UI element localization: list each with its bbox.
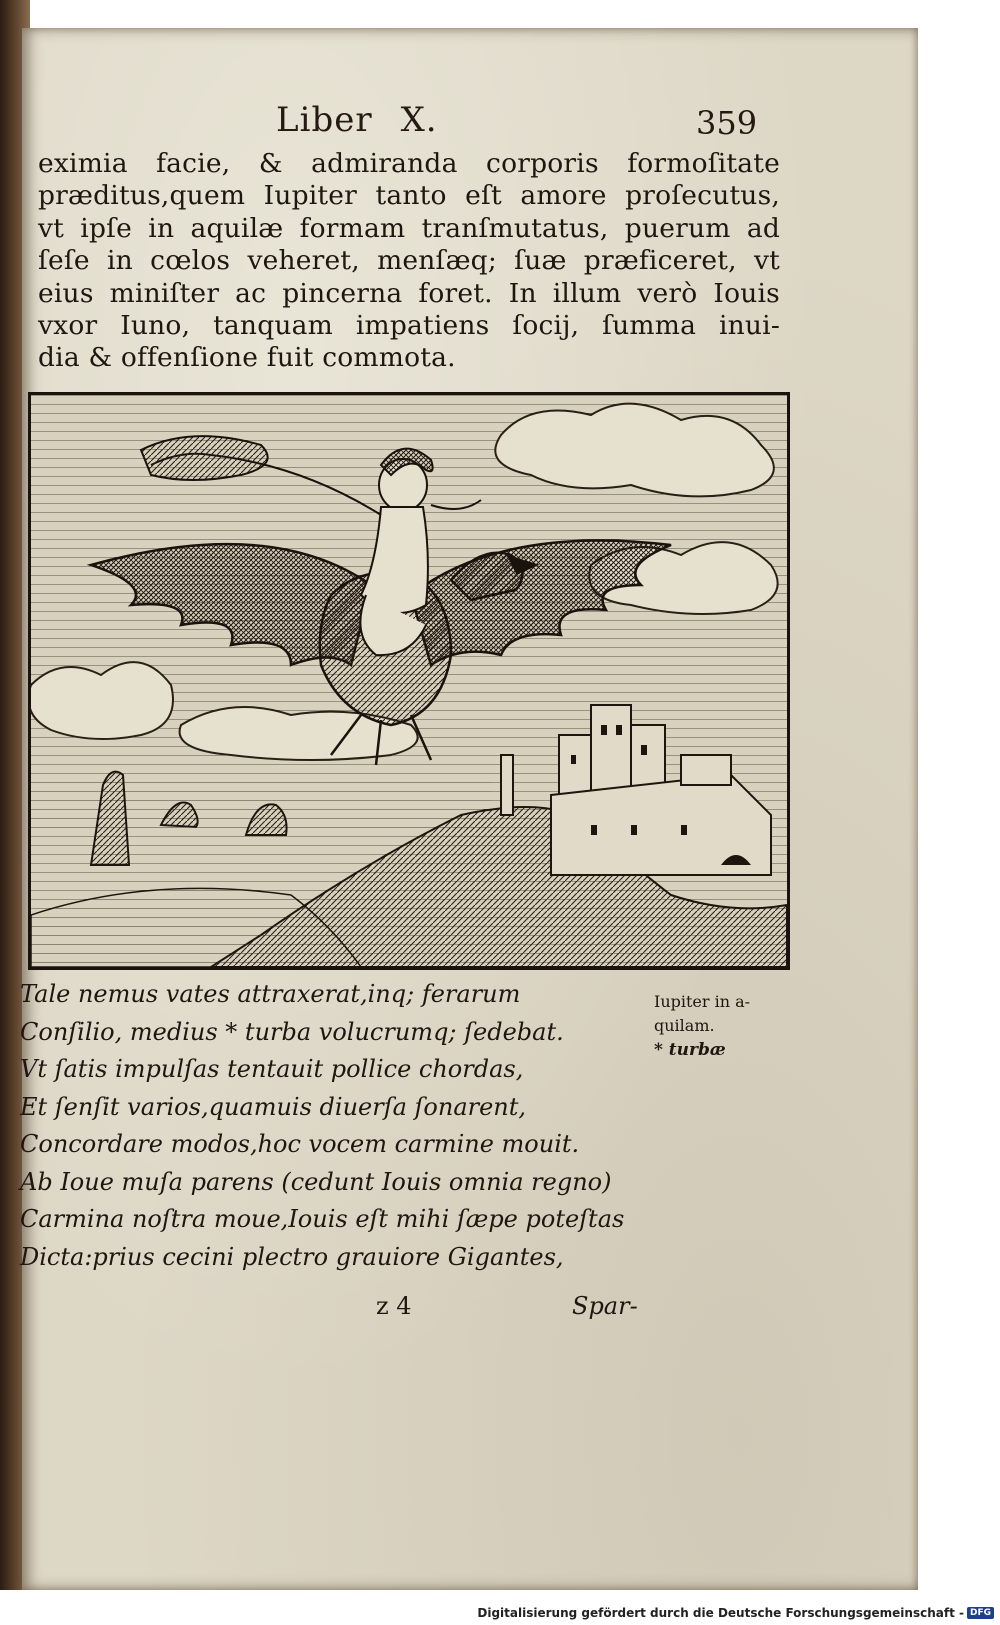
marginal-note bbox=[654, 990, 750, 1062]
credit-text: Digitalisierung gefördert durch die Deutsche Forschungsgemeinschaft - bbox=[477, 1606, 964, 1620]
verse-block bbox=[20, 976, 640, 1276]
running-head-word: Liber bbox=[276, 100, 373, 140]
prose-line: eximia facie, & admiranda corporis formoſitate bbox=[38, 148, 780, 179]
verse-line: Et ſenſit varios,quamuis diuerſa ſonarent, bbox=[20, 1092, 527, 1121]
verse-line: Ab Ioue muſa parens (cedunt Iouis omnia regno) bbox=[20, 1167, 612, 1196]
prose-line: eius miniſter ac pincerna foret. In illum verò Iouis bbox=[38, 277, 780, 309]
verse-line: Carmina noſtra moue,Iouis eſt mihi ſæpe poteſtas bbox=[20, 1205, 625, 1233]
verse-line: Concordare modos,hoc vocem carmine mouit. bbox=[20, 1130, 580, 1158]
signature-mark: z 4 bbox=[376, 1292, 412, 1320]
verse-line: Vt ſatis impulſas tentauit pollice chordas, bbox=[20, 1055, 524, 1083]
catchword: Spar- bbox=[572, 1292, 638, 1320]
dfg-logo: DFG bbox=[967, 1607, 994, 1619]
verse-line: Dicta:prius cecini plectro grauiore Gigantes, bbox=[20, 1242, 564, 1271]
running-head-numeral: X. bbox=[400, 100, 438, 140]
prose-block bbox=[38, 148, 780, 375]
page-number: 359 bbox=[696, 104, 758, 142]
prose-line: dia & offenſione fuit commota. bbox=[38, 342, 456, 374]
marginal-note-line: quilam. bbox=[654, 1016, 715, 1035]
digitization-credit bbox=[477, 1606, 994, 1620]
eagle-ganymede-woodcut bbox=[31, 395, 787, 967]
verse-line: Conſilio, medius * turba volucrumq; ſedebat. bbox=[20, 1017, 564, 1046]
prose-line: vt ipſe in aquilæ formam tranſmutatus, puerum ad bbox=[38, 212, 780, 244]
running-head bbox=[276, 100, 438, 140]
marginal-note-line: Iupiter in a- bbox=[654, 992, 751, 1011]
prose-line: præditus,quem Iupiter tanto eſt amore proſecutus, bbox=[38, 180, 780, 212]
verse-line: Tale nemus vates attraxerat,inq; ferarum bbox=[20, 980, 521, 1008]
woodcut-illustration bbox=[28, 392, 790, 970]
prose-line: ſeſe in cœlos veheret, menſæq; ſuæ præficeret, vt bbox=[38, 245, 780, 277]
marginal-variant-reading: * turbæ bbox=[654, 1040, 726, 1060]
prose-line: vxor Iuno, tanquam impatiens ſocij, ſumma inui- bbox=[38, 310, 780, 342]
